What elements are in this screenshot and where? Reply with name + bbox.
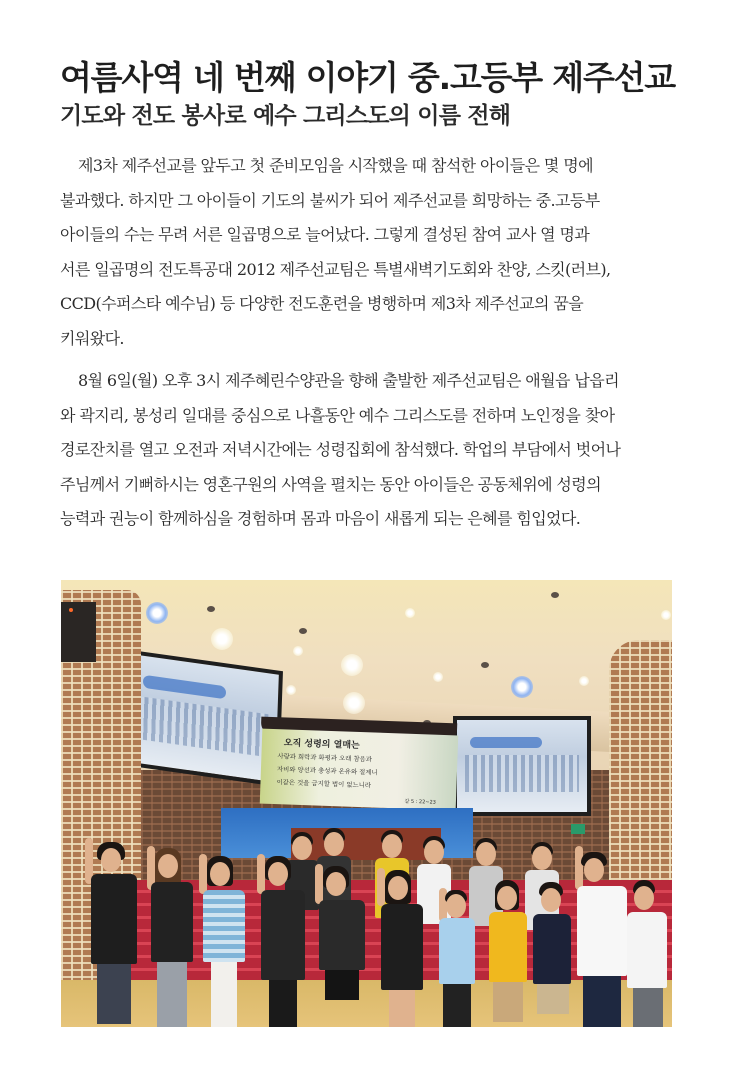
ceiling-fixture [551, 592, 559, 598]
ceiling-light-icon [293, 646, 303, 656]
ceiling-light-icon [146, 602, 168, 624]
group-photo [61, 580, 672, 1027]
article-subtitle: 기도와 전도 봉사로 예수 그리스도의 이름 전해 [60, 103, 511, 129]
ceiling-light-icon [286, 685, 296, 695]
paragraph-line: CCD(수퍼스타 예수님) 등 다양한 전도훈련을 병행하며 제3차 제주선교의 꿈을 [60, 294, 584, 313]
banner-line: 사랑과 희락과 화평과 오래 참음과 [277, 752, 373, 764]
banner-reference: 갈 5 : 22~23 [404, 798, 436, 806]
ceiling-light-icon [433, 672, 443, 682]
banner-line: 자비와 양선과 충성과 온유와 절제니 [276, 765, 378, 777]
paragraph-line: 주님께서 기뻐하시는 영혼구원의 사역을 펼치는 동안 아이들은 공동체위에 성령의 [60, 474, 601, 494]
paragraph-line: 아이들의 수는 무려 서른 일곱명으로 늘어났다. 그렇게 결성된 참여 교사 열 명과 [60, 225, 590, 244]
paragraph-line: 키워왔다. [60, 328, 124, 348]
ceiling-light-icon [341, 654, 363, 676]
banner-line: 이같은 것을 금지할 법이 없느니라 [276, 778, 372, 790]
ceiling-light-icon [405, 608, 415, 618]
ceiling-fixture [207, 606, 215, 612]
banner-title: 오직 성령의 열매는 [283, 738, 360, 752]
projection-screen-right [453, 716, 591, 816]
paragraph-line: 제3차 제주선교를 앞두고 첫 준비모임을 시작했을 때 참석한 아이들은 몇 명에 [78, 156, 593, 175]
paragraph-line: 경로잔치를 열고 오전과 저녁시간에는 성령집회에 참석했다. 학업의 부담에서 벗어나 [60, 440, 621, 459]
exit-sign-icon [571, 824, 585, 834]
ceiling-fixture [481, 662, 489, 668]
paragraph-1 [60, 149, 672, 356]
article-title: 여름사역 네 번째 이야기 중.고등부 제주선교 [60, 58, 675, 97]
paragraph-line: 와 곽지리, 봉성리 일대를 중심으로 나흘동안 예수 그리스도를 전하며 노인정을 찾아 [60, 405, 615, 425]
ceiling-fixture [299, 628, 307, 634]
ceiling-light-icon [579, 676, 589, 686]
stage-floor [61, 980, 672, 1027]
wall-speaker [61, 602, 96, 662]
paragraph-2 [60, 364, 672, 537]
paragraph-line: 불과했다. 하지만 그 아이들이 기도의 불씨가 되어 제주선교를 희망하는 중.고등부 [60, 190, 600, 210]
ceiling-light-icon [661, 610, 671, 620]
scripture-banner [260, 729, 458, 811]
pulpit [291, 828, 441, 860]
speaker-led-icon [69, 608, 73, 612]
ceiling-light-icon [511, 676, 533, 698]
paragraph-line: 서른 일곱명의 전도특공대 2012 제주선교팀은 특별새벽기도회와 찬양, 스킷(러브), [60, 259, 611, 279]
paragraph-line: 능력과 권능이 함께하심을 경험하며 몸과 마음이 새롭게 되는 은혜를 힘입었다. [60, 509, 581, 528]
ceiling-light-icon [211, 628, 233, 650]
ceiling-light-icon [343, 692, 365, 714]
paragraph-line: 8월 6일(월) 오후 3시 제주혜린수양관을 향해 출발한 제주선교팀은 애월읍 납읍리 [78, 371, 619, 390]
projection-screen-left [121, 649, 283, 787]
